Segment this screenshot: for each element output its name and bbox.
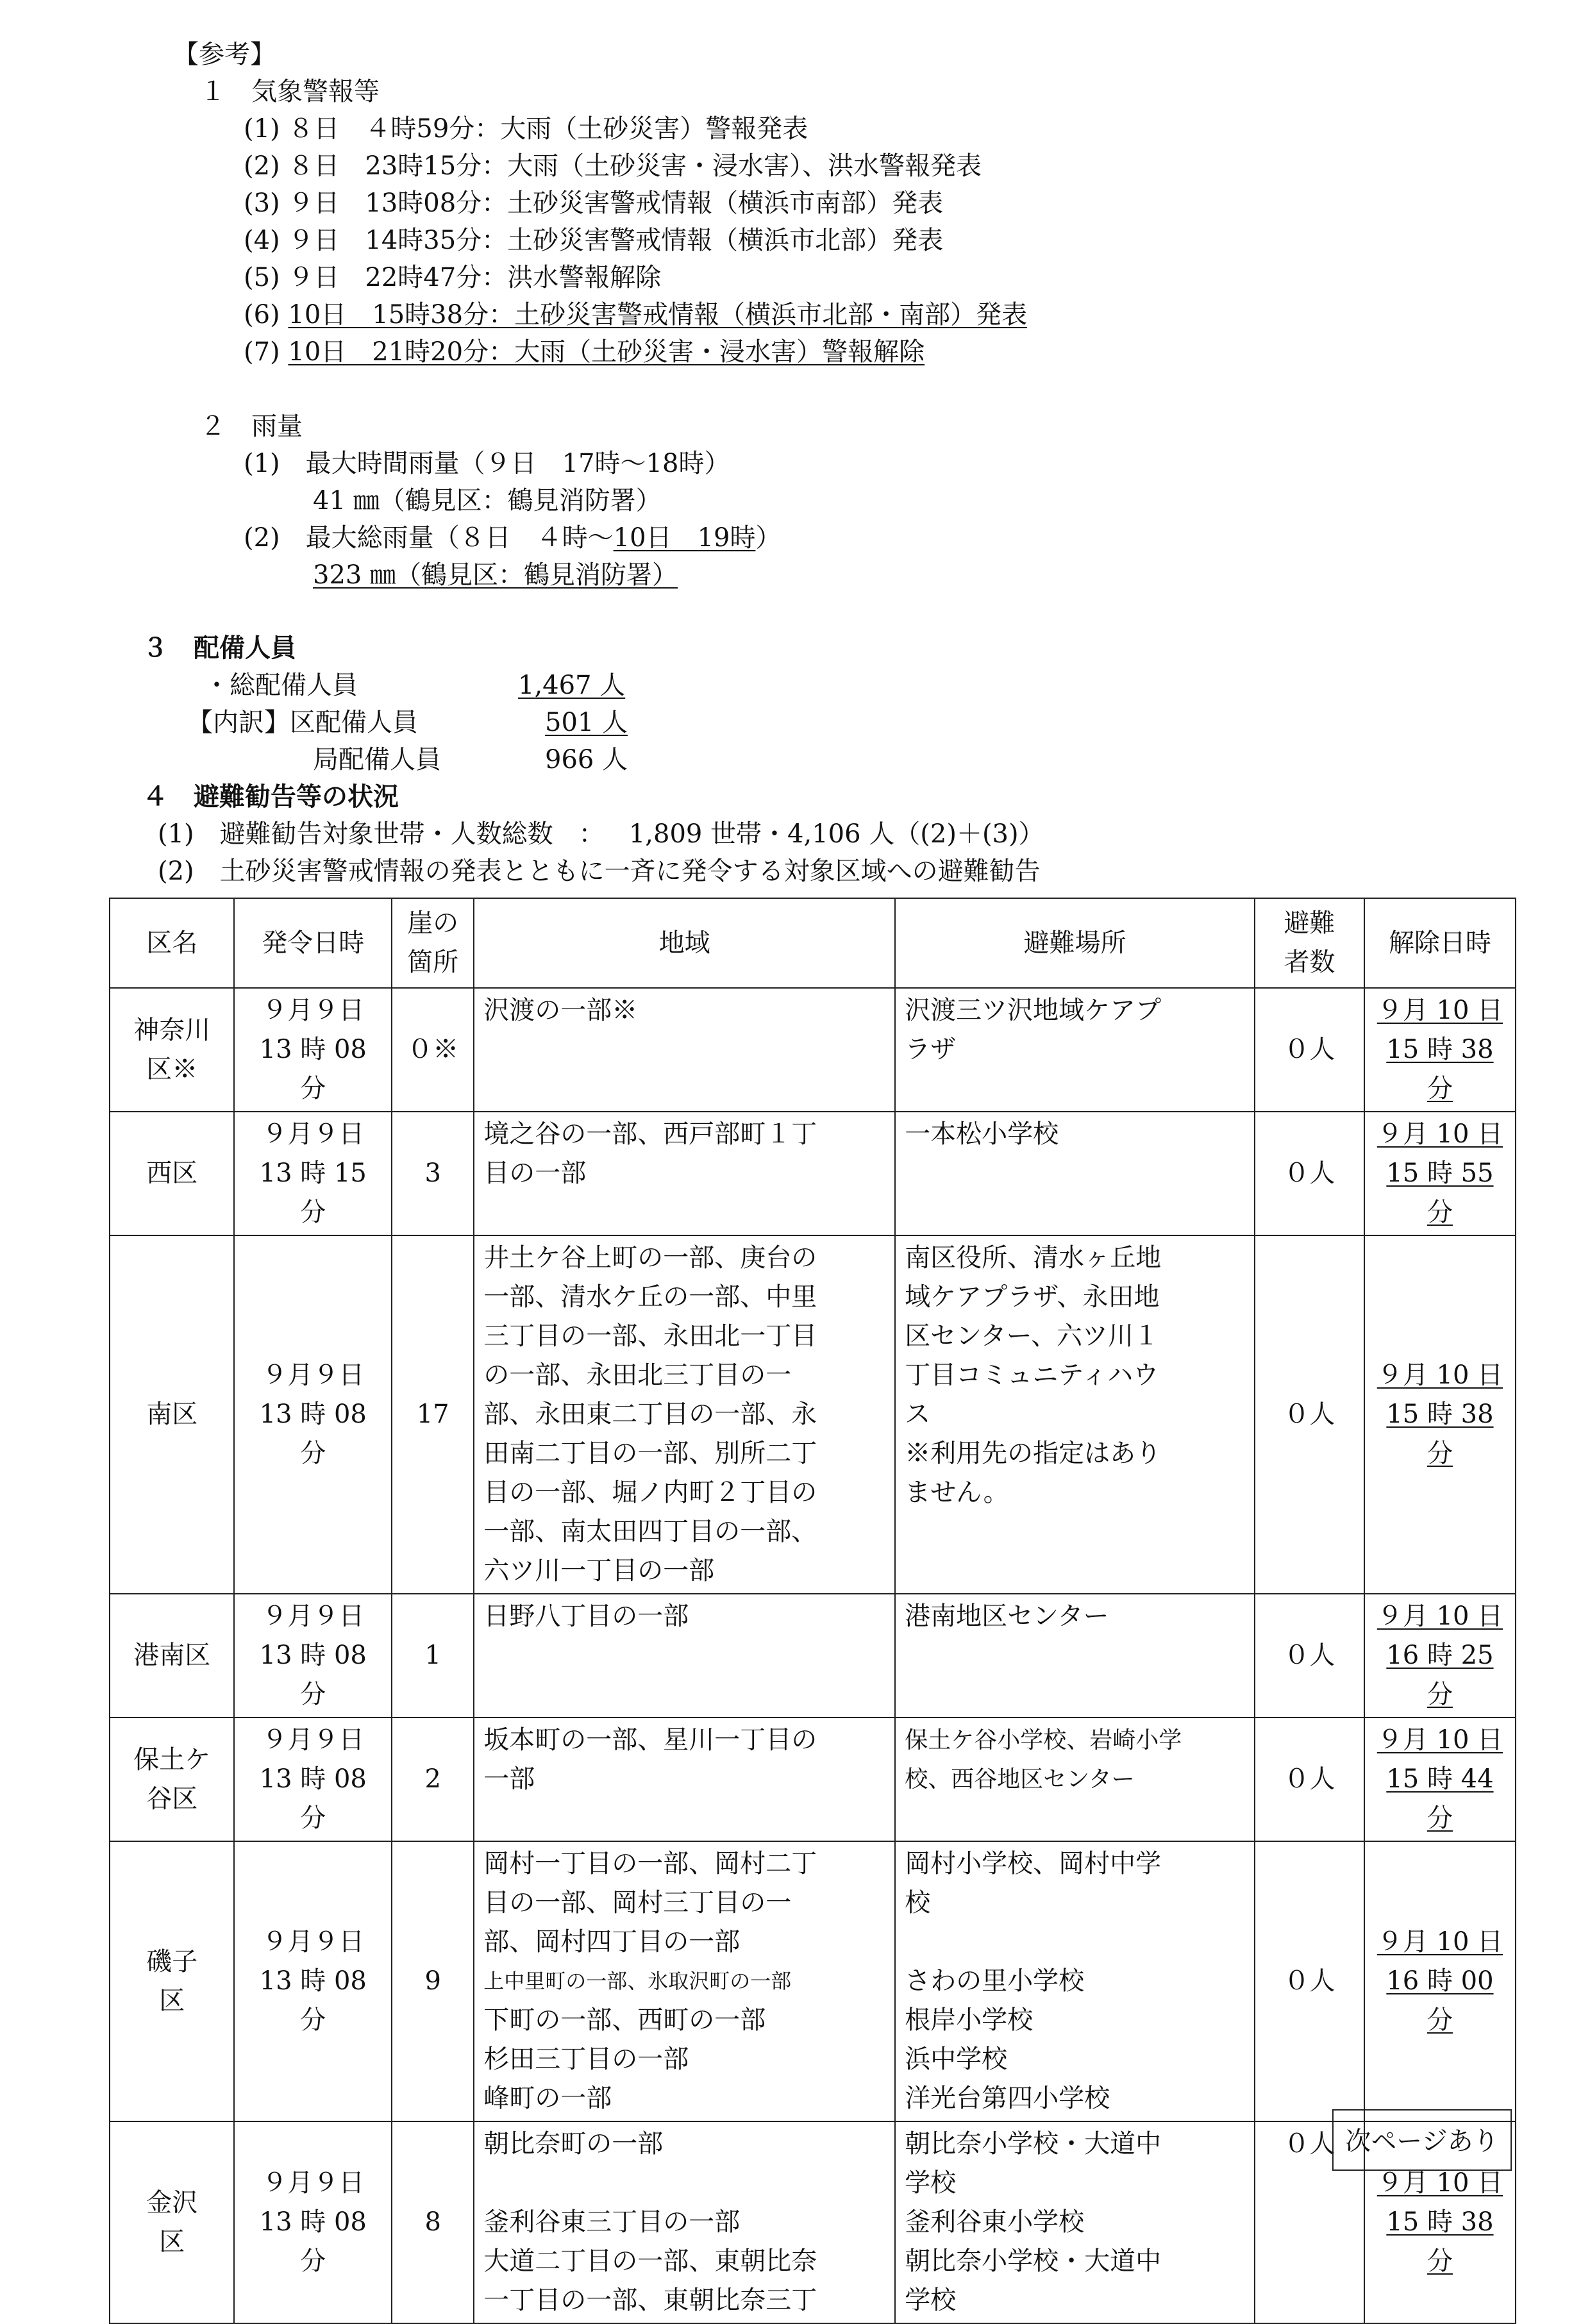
alert-item: (2) ８日 23時15分：大雨（土砂災害・浸水害）、洪水警報発表 <box>244 151 982 181</box>
shelter-cell: 岡村小学校、岡村中学 校 さわの里小学校 根岸小学校 浜中学校 洋光台第四小学校 <box>895 1841 1255 2121</box>
shelter-cell: 沢渡三ツ沢地域ケアプ ラザ <box>895 988 1255 1112</box>
ward-cell: 港南区 <box>110 1594 234 1718</box>
issued-cell: ９月９日 13 時 08 分 <box>234 988 392 1112</box>
lifted-cell: ９月 10 日 15 時 55 分 <box>1364 1112 1516 1235</box>
evacuation-table <box>109 898 1516 2324</box>
lifted-cell: ９月 10 日 15 時 38 分 <box>1364 1235 1516 1594</box>
alert-item: (7) 10日 21時20分：大雨（土砂災害・浸水害）警報解除 <box>244 337 925 367</box>
next-page-note: 次ページあり <box>1332 2109 1512 2171</box>
evacuees-cell: ０人 <box>1255 988 1364 1112</box>
header-issued: 発令日時 <box>234 898 392 988</box>
shelter-cell: 港南地区センター <box>895 1594 1255 1718</box>
ward-cell: 保土ケ 谷区 <box>110 1718 234 1841</box>
table-row <box>110 1718 1516 1841</box>
table-row <box>110 1235 1516 1594</box>
area-cell: 沢渡の一部※ <box>474 988 895 1112</box>
cliffs-cell: 8 <box>392 2121 474 2323</box>
ward-cell: 西区 <box>110 1112 234 1235</box>
evac-advisory-line: (2) 土砂災害警戒情報の発表とともに一斉に発令する対象区域への避難勧告 <box>158 857 1041 886</box>
table-row <box>110 1112 1516 1235</box>
table-row <box>110 988 1516 1112</box>
lifted-cell: ９月 10 日 15 時 38 分 <box>1364 2121 1516 2323</box>
lifted-cell: ９月 10 日 16 時 25 分 <box>1364 1594 1516 1718</box>
section2-heading: ２ 雨量 <box>200 412 303 441</box>
table-row <box>110 1841 1516 2121</box>
header-cliffs: 崖の 箇所 <box>392 898 474 988</box>
section1-heading: １ 気象警報等 <box>200 77 380 106</box>
header-area: 地域 <box>474 898 895 988</box>
bureau-staff-label: 局配備人員 <box>313 745 441 774</box>
shelter-cell: 保土ケ谷小学校、岩崎小学 校、西谷地区センター <box>895 1718 1255 1841</box>
ward-staff-label: 【内訳】区配備人員 <box>187 708 418 737</box>
lifted-cell: ９月 10 日 15 時 38 分 <box>1364 988 1516 1112</box>
ward-cell: 磯子 区 <box>110 1841 234 2121</box>
rain-total-value: 323 ㎜（鶴見区：鶴見消防署） <box>313 560 678 590</box>
table-row <box>110 2121 1516 2323</box>
alert-item: (4) ９日 14時35分：土砂災害警戒情報（横浜市北部）発表 <box>244 226 944 255</box>
header-ward: 区名 <box>110 898 234 988</box>
alert-item: (3) ９日 13時08分：土砂災害警戒情報（横浜市南部）発表 <box>244 188 944 218</box>
lifted-cell: ９月 10 日 16 時 00 分 <box>1364 1841 1516 2121</box>
area-cell: 岡村一丁目の一部、岡村二丁 目の一部、岡村三丁目の一 部、岡村四丁目の一部 上中里町の一部、氷取沢町の一部 下町の一部、西町の一部 杉田三丁目の一部 峰町の一部 <box>474 1841 895 2121</box>
ward-cell: 金沢 区 <box>110 2121 234 2323</box>
issued-cell: ９月９日 13 時 15 分 <box>234 1112 392 1235</box>
alert-item: (5) ９日 22時47分：洪水警報解除 <box>244 263 662 292</box>
cliffs-cell: 9 <box>392 1841 474 2121</box>
lifted-cell: ９月 10 日 15 時 44 分 <box>1364 1718 1516 1841</box>
section4-heading: ４ 避難勧告等の状況 <box>142 782 399 812</box>
ward-staff-value: 501 人 <box>545 708 628 737</box>
evacuees-cell: ０人 <box>1255 1594 1364 1718</box>
ward-cell: 神奈川 区※ <box>110 988 234 1112</box>
header-evacuees: 避難 者数 <box>1255 898 1364 988</box>
issued-cell: ９月９日 13 時 08 分 <box>234 1594 392 1718</box>
issued-cell: ９月９日 13 時 08 分 <box>234 1718 392 1841</box>
ward-cell: 南区 <box>110 1235 234 1594</box>
table-row <box>110 1594 1516 1718</box>
issued-cell: ９月９日 13 時 08 分 <box>234 1841 392 2121</box>
evacuees-cell: ０人 <box>1255 1718 1364 1841</box>
issued-cell: ９月９日 13 時 08 分 <box>234 2121 392 2323</box>
reference-title: 【参考】 <box>173 40 276 69</box>
issued-cell: ９月９日 13 時 08 分 <box>234 1235 392 1594</box>
alert-item: (6) 10日 15時38分：土砂災害警戒情報（横浜市北部・南部）発表 <box>244 300 1028 330</box>
evacuees-cell: ０人 <box>1255 1235 1364 1594</box>
shelter-cell: 南区役所、清水ヶ丘地 域ケアプラザ、永田地 区センター、六ツ川１ 丁目コミュニティハウ ス ※利用先の指定はあり ません。 <box>895 1235 1255 1594</box>
bureau-staff-value: 966 人 <box>545 745 628 774</box>
area-cell: 日野八丁目の一部 <box>474 1594 895 1718</box>
area-cell: 朝比奈町の一部 釜利谷東三丁目の一部 大道二丁目の一部、東朝比奈 一丁目の一部、東朝比奈三丁 <box>474 2121 895 2323</box>
rain-hourly-label: (1) 最大時間雨量（９日 17時～18時） <box>244 449 730 478</box>
area-cell: 井土ケ谷上町の一部、庚台の 一部、清水ケ丘の一部、中里 三丁目の一部、永田北一丁目 の一部、永田北三丁目の一 部、永田東二丁目の一部、永 田南二丁目の一部、別所二丁 目の一部、堀ノ内町２丁目の 一部、南太田四丁目の一部、 六ツ川一丁目の一部 <box>474 1235 895 1594</box>
cliffs-cell: 1 <box>392 1594 474 1718</box>
header-shelter: 避難場所 <box>895 898 1255 988</box>
rain-total-label: (2) 最大総雨量（８日 ４時～10日 19時） <box>244 523 782 553</box>
table-header-row <box>110 898 1516 988</box>
section3-heading: ３ 配備人員 <box>142 633 296 663</box>
area-cell: 坂本町の一部、星川一丁目の 一部 <box>474 1718 895 1841</box>
header-lifted: 解除日時 <box>1364 898 1516 988</box>
total-staff-value: 1,467 人 <box>518 671 626 700</box>
evac-total-line: (1) 避難勧告対象世帯・人数総数 ： 1,809 世帯・4,106 人（(2)＋(3)） <box>158 819 1044 849</box>
cliffs-cell: 2 <box>392 1718 474 1841</box>
cliffs-cell: ０※ <box>392 988 474 1112</box>
evacuees-cell: ０人 <box>1255 1841 1364 2121</box>
cliffs-cell: 17 <box>392 1235 474 1594</box>
shelter-cell: 一本松小学校 <box>895 1112 1255 1235</box>
alert-item: (1) ８日 ４時59分：大雨（土砂災害）警報発表 <box>244 114 808 144</box>
evacuees-cell: ０人 <box>1255 1112 1364 1235</box>
cliffs-cell: 3 <box>392 1112 474 1235</box>
rain-hourly-value: 41 ㎜（鶴見区：鶴見消防署） <box>313 486 662 515</box>
area-cell: 境之谷の一部、西戸部町１丁 目の一部 <box>474 1112 895 1235</box>
evacuees-cell: ０人 <box>1255 2121 1364 2323</box>
total-staff-label: ・総配備人員 <box>204 671 358 700</box>
shelter-cell: 朝比奈小学校・大道中 学校 釜利谷東小学校 朝比奈小学校・大道中 学校 <box>895 2121 1255 2323</box>
